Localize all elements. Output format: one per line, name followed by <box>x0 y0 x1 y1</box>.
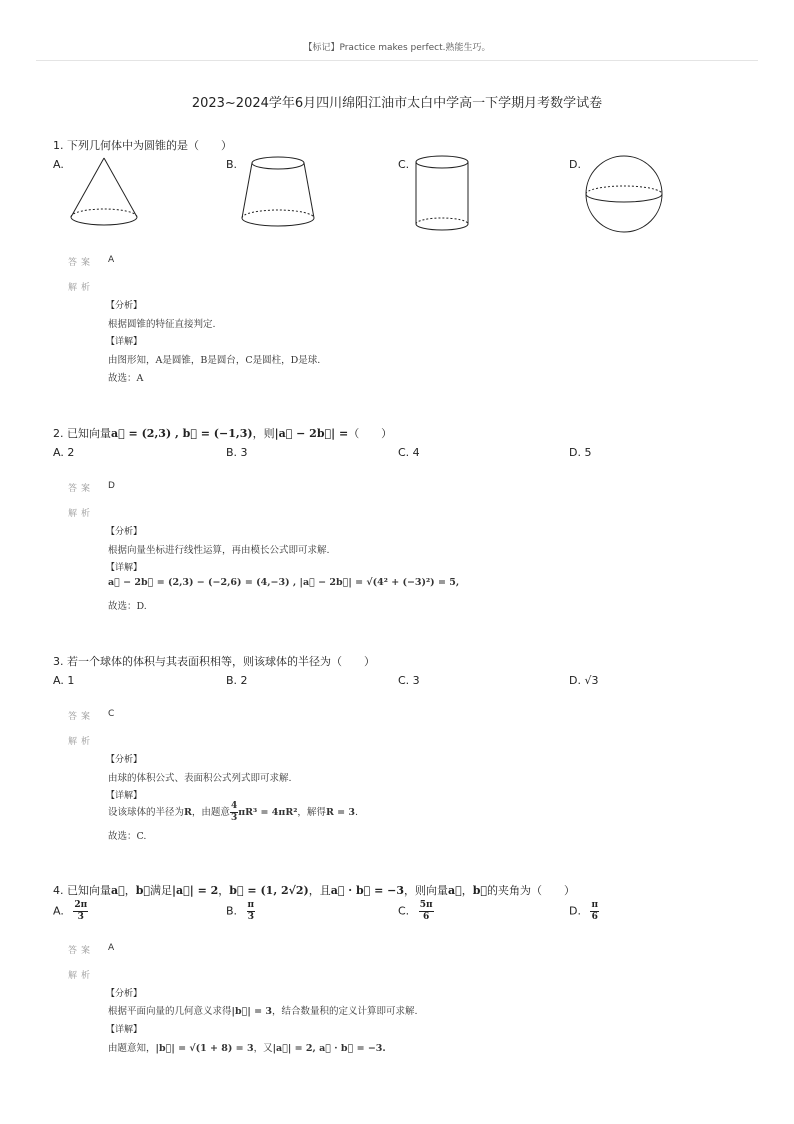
q4-option-c-den: 6 <box>422 912 430 922</box>
q4-cond2: b⃗ = (1, 2√2) <box>229 884 309 897</box>
q3-detail-end: . <box>355 807 359 818</box>
q4-option-a-frac <box>73 900 88 923</box>
q4-fenxi-tag: 【分析】 <box>106 989 143 999</box>
cone-figure <box>66 155 146 235</box>
q4-fenxi-text <box>108 1003 418 1017</box>
q4-option-c <box>398 900 434 923</box>
q3-fenxi-text: 由球的体积公式、表面积公式列式即可求解. <box>108 773 292 784</box>
q4-vec-b2: b⃗ <box>472 884 488 897</box>
q3-detail-post: ，解得 <box>297 807 326 818</box>
q2-answer-label: 答案 <box>68 484 95 494</box>
q4-q-post: 的夹角为（ ） <box>487 884 576 897</box>
q4-answer-value: A <box>108 943 115 953</box>
q3-fraction-num: 4 <box>230 801 238 811</box>
q4-analysis-label: 解析 <box>68 971 95 981</box>
q3-detail-pre: 设该球体的半径为 <box>108 807 185 818</box>
q4-xiangjie-tag: 【详解】 <box>106 1025 143 1035</box>
q1-xiangjie-tag: 【详解】 <box>106 337 143 347</box>
q4-option-b-label: B. <box>226 904 238 918</box>
q4-option-d-den: 6 <box>591 912 598 922</box>
q4-option-d-label: D. <box>569 904 581 918</box>
q2-stem-post: （ ） <box>348 427 393 440</box>
q3-detail-mid: ，由题意 <box>191 807 230 818</box>
q4-vec-a2: a⃗ <box>448 884 462 897</box>
q3-analysis-label: 解析 <box>68 737 95 747</box>
sphere-figure <box>582 152 666 236</box>
q2-detail-2: 故选：D. <box>108 601 147 612</box>
q4-answer-label: 答案 <box>68 946 95 956</box>
q1-analysis-label: 解析 <box>68 283 95 293</box>
page-header: 【标记】Practice makes perfect.熟能生巧。 <box>303 43 491 53</box>
q4-option-a-label: A. <box>53 904 64 918</box>
q3-detail-2: 故选：C. <box>108 831 147 842</box>
q3-option-b: B. 2 <box>226 674 248 687</box>
q2-detail-1: a⃗ − 2b⃗ = (2,3) − (−2,6) = (4,−3) , |a⃗ − 2b⃗| = √(4² + (−3)²) = 5, <box>108 577 460 588</box>
q4-option-d <box>569 900 599 923</box>
q3-fenxi-tag: 【分析】 <box>106 755 143 765</box>
q4-option-c-frac <box>419 900 434 923</box>
q4-fenxi-math: |b⃗| = 3 <box>231 1006 272 1017</box>
frustum-figure <box>238 152 318 236</box>
q4-q-pre: ，则向量 <box>404 884 448 897</box>
q2-option-c: C. 4 <box>398 446 420 459</box>
q4-option-b-den: 3 <box>247 912 254 922</box>
q3-fraction-den: 3 <box>230 813 238 823</box>
q3-option-a: A. 1 <box>53 674 75 687</box>
q2-answer-value: D <box>108 481 115 491</box>
q4-fenxi-pre: 根据平面向量的几何意义求得 <box>108 1006 232 1017</box>
q4-fenxi-post: ，结合数量积的定义计算即可求解. <box>271 1006 418 1017</box>
q3-detail-result: R = 3 <box>325 807 356 818</box>
q4-and: ，且 <box>308 884 331 897</box>
q2-stem-mid: ，则 <box>252 427 275 440</box>
q1-stem: 1. 下列几何体中为圆锥的是（ ） <box>53 139 232 152</box>
q2-stem-pre: 2. 已知向量 <box>53 427 111 440</box>
q1-option-d: D. <box>569 158 581 171</box>
q4-option-d-num: π <box>591 900 599 910</box>
q1-fenxi-text: 根据圆锥的特征直接判定. <box>108 319 216 330</box>
q4-stem-pre: 4. 已知向量 <box>53 884 111 897</box>
q2-stem <box>53 425 392 441</box>
q4-vec-b: b⃗ <box>135 884 151 897</box>
q3-fraction <box>230 801 238 824</box>
q1-answer-value: A <box>108 255 115 265</box>
q4-detail <box>108 1040 386 1054</box>
q4-option-b-frac <box>247 900 256 923</box>
q1-fenxi-tag: 【分析】 <box>106 301 143 311</box>
q1-detail-2: 故选：A <box>108 373 144 384</box>
q4-vec-a: a⃗ <box>111 884 125 897</box>
q4-stem: 4. 已知向量a⃗，b⃗满足|a⃗| = 2，b⃗ = (1, 2√2)，且a⃗ · b⃗ = −3，则向量a⃗，b⃗的夹角为（ ） <box>53 884 576 897</box>
q3-detail-r: R <box>184 807 192 818</box>
q2-fenxi-text: 根据向量坐标进行线性运算，再由模长公式即可求解. <box>108 545 330 556</box>
q4-option-c-label: C. <box>398 904 410 918</box>
cylinder-figure <box>410 152 476 236</box>
q2-option-b: B. 3 <box>226 446 248 459</box>
q4-detail-mid: ，又 <box>253 1043 273 1054</box>
q2-option-a: A. 2 <box>53 446 75 459</box>
q4-option-b-num: π <box>247 900 255 910</box>
q3-answer-value: C <box>108 709 115 719</box>
q4-option-b <box>226 900 255 923</box>
q3-option-c: C. 3 <box>398 674 420 687</box>
q4-cond1-pre: 满足 <box>150 884 173 897</box>
q4-cond3: a⃗ · b⃗ = −3 <box>330 884 404 897</box>
q3-stem: 3. 若一个球体的体积与其表面积相等，则该球体的半径为（ ） <box>53 655 375 668</box>
q2-xiangjie-tag: 【详解】 <box>106 563 143 573</box>
q4-option-a <box>53 900 88 923</box>
q2-stem-math: a⃗ = (2,3) , b⃗ = (−1,3) <box>111 427 253 440</box>
q2-option-d: D. 5 <box>569 446 592 459</box>
q1-option-a: A. <box>53 158 64 171</box>
q2-fenxi-tag: 【分析】 <box>106 527 143 537</box>
q1-detail-1: 由图形知，A是圆锥，B是圆台，C是圆柱，D是球. <box>108 355 321 366</box>
q4-option-a-num: 2π <box>74 900 88 910</box>
q4-option-d-frac <box>590 900 599 923</box>
q3-detail-1 <box>108 801 358 824</box>
q4-option-a-den: 3 <box>77 912 84 922</box>
header-divider <box>36 60 758 61</box>
q4-detail-math1: |b⃗| = √(1 + 8) = 3 <box>155 1043 254 1054</box>
q4-cond1: |a⃗| = 2 <box>172 884 219 897</box>
q2-stem-math2: |a⃗ − 2b⃗| = <box>274 427 349 440</box>
q4-detail-math2: |a⃗| = 2, a⃗ · b⃗ = −3. <box>272 1043 386 1054</box>
page-title: 2023~2024学年6月四川绵阳江油市太白中学高一下学期月考数学试卷 <box>191 96 603 111</box>
q1-answer-label: 答案 <box>68 258 95 268</box>
q1-option-b: B. <box>226 158 238 171</box>
q3-detail-math: πR³ = 4πR² <box>238 807 298 818</box>
q1-option-c: C. <box>398 158 410 171</box>
q2-analysis-label: 解析 <box>68 509 95 519</box>
q3-answer-label: 答案 <box>68 712 95 722</box>
q4-detail-pre: 由题意知， <box>108 1043 156 1054</box>
q4-option-c-num: 5π <box>419 900 433 910</box>
q3-xiangjie-tag: 【详解】 <box>106 791 143 801</box>
q3-option-d: D. √3 <box>569 674 599 687</box>
